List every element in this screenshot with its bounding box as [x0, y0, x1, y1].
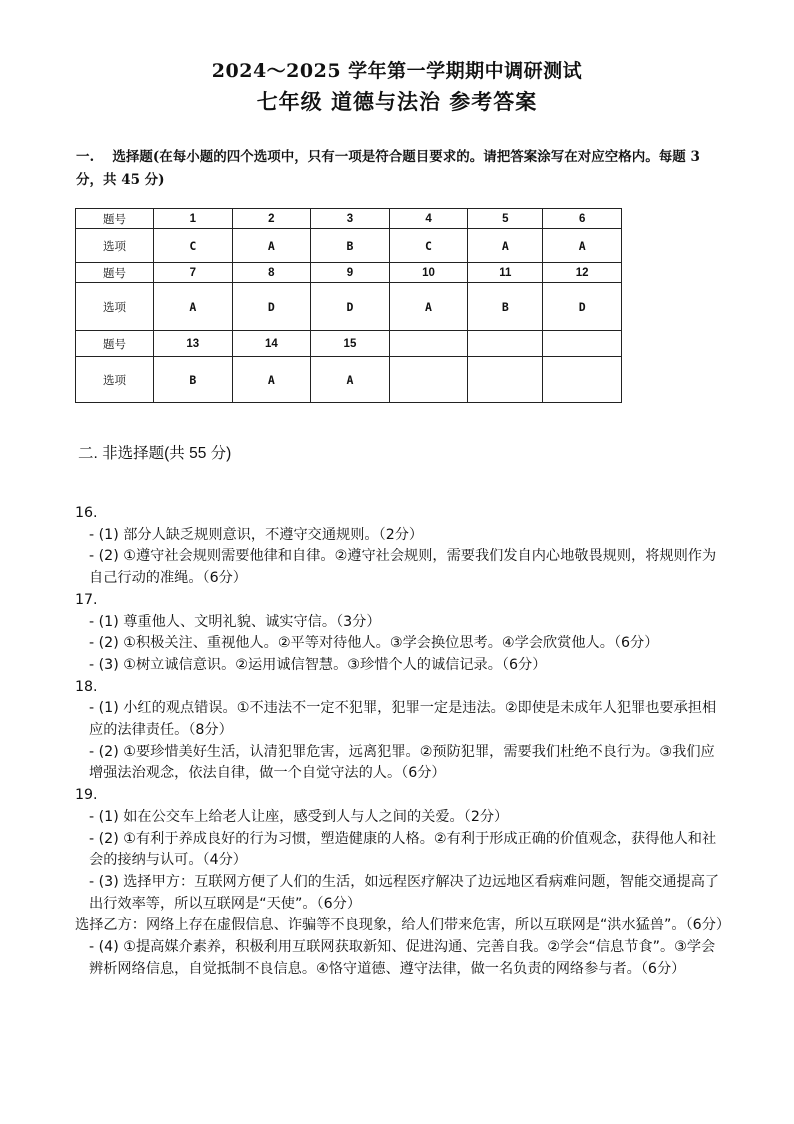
answer-table: [75, 208, 622, 403]
question-number-cell: 1: [154, 209, 233, 229]
answer-item: - (1) 部分人缺乏规则意识，不遵守交通规则。（2分）: [89, 526, 424, 543]
question-number-cell: 8: [232, 263, 311, 283]
answer-cell: [468, 357, 543, 403]
option-label: 选项: [76, 357, 154, 403]
question-number-cell: 15: [311, 331, 390, 357]
answer-item: - (2) ①遵守社会规则需要他律和自律。②遵守社会规则，需要我们发自内心地敬畏规则，将规则作为自己行动的准绳。（6分）: [89, 548, 717, 587]
question-number-cell: 11: [468, 263, 543, 283]
question-number-label: 题号: [76, 209, 154, 229]
answer-item: - (2) ①积极关注、重视他人。②平等对待他人。③学会换位思考。④学会欣赏他人。（6分）: [89, 635, 659, 652]
answer-cell: B: [311, 229, 390, 263]
answer-cell: A: [232, 357, 311, 403]
answer-cell: D: [543, 283, 622, 331]
table-row: [76, 263, 622, 283]
answer-cell: A: [232, 229, 311, 263]
answer-cell: D: [311, 283, 390, 331]
question-number: 16.: [75, 505, 98, 521]
table-row: [76, 331, 622, 357]
answer-item: - (1) 如在公交车上给老人让座，感受到人与人之间的关爱。（2分）: [89, 808, 509, 825]
section-2-heading: 二. 非选择题(共 55 分): [78, 445, 232, 462]
answer-cell: A: [311, 357, 390, 403]
question-number-label: 题号: [76, 263, 154, 283]
question-number-cell: 9: [311, 263, 390, 283]
answer-cell: [543, 357, 622, 403]
answer-item: - (3) 选择甲方：互联网方便了人们的生活，如远程医疗解决了边远地区看病难问题，智能交通提高了出行效率等，所以互联网是“天使”。（6分）: [89, 873, 720, 912]
answer-cell: C: [154, 229, 233, 263]
question-number-cell: 12: [543, 263, 622, 283]
answer-item: - (2) ①要珍惜美好生活，认清犯罪危害，远离犯罪。②预防犯罪，需要我们杜绝不良行为。③我们应增强法治观念，依法自律，做一个自觉守法的人。（6分）: [89, 743, 715, 782]
question-number-cell: 6: [543, 209, 622, 229]
question-number-cell: [468, 331, 543, 357]
question-number-cell: [543, 331, 622, 357]
table-row: [76, 229, 622, 263]
table-row: [76, 283, 622, 331]
answer-item: - (1) 小红的观点错误。①不违法不一定不犯罪，犯罪一定是违法。②即使是未成年人犯罪也要承担相应的法律责任。（8分）: [89, 700, 717, 739]
answer-cell: B: [468, 283, 543, 331]
exam-title: 2024～2025 学年第一学期期中调研测试: [211, 60, 583, 82]
question-number-cell: 14: [232, 331, 311, 357]
question-number-cell: 13: [154, 331, 233, 357]
question-number-cell: 3: [311, 209, 390, 229]
answer-item: 选择乙方：网络上存在虚假信息、诈骗等不良现象，给人们带来危害，所以互联网是“洪水猛兽”。（6分）: [75, 917, 731, 934]
answer-cell: D: [232, 283, 311, 331]
answer-cell: [389, 357, 468, 403]
question-number-cell: 4: [389, 209, 468, 229]
section-1-heading: 一. 选择题(在每小题的四个选项中，只有一项是符合题目要求的。请把答案涂写在对应空格内。每题 3 分，共 45 分): [76, 149, 700, 188]
question-number-label: 题号: [76, 331, 154, 357]
question-number-cell: [389, 331, 468, 357]
answer-cell: A: [389, 283, 468, 331]
answer-cell: B: [154, 357, 233, 403]
question-number: 18.: [75, 678, 98, 695]
question-number-cell: 7: [154, 263, 233, 283]
answer-cell: A: [543, 229, 622, 263]
question-number: 17.: [75, 591, 98, 608]
table-row: [76, 357, 622, 403]
option-label: 选项: [76, 229, 154, 263]
answer-item: - (2) ①有利于养成良好的行为习惯，塑造健康的人格。②有利于形成正确的价值观念，获得他人和社会的接纳与认可。（4分）: [89, 830, 717, 869]
answer-item: - (4) ①提高媒介素养，积极利用互联网获取新知、促进沟通、完善自我。②学会“信息节食”。③学会辨析网络信息，自觉抵制不良信息。④恪守道德、遵守法律，做一名负责的网络参与者。（6分）: [89, 939, 716, 977]
answer-cell: C: [389, 229, 468, 263]
option-label: 选项: [76, 283, 154, 331]
question-number-cell: 5: [468, 209, 543, 229]
answer-cell: A: [154, 283, 233, 331]
table-row: [76, 209, 622, 229]
question-number-cell: 10: [389, 263, 468, 283]
answer-item: - (1) 尊重他人、文明礼貌、诚实守信。（3分）: [89, 613, 381, 630]
answer-body: [75, 503, 731, 980]
question-number-cell: 2: [232, 209, 311, 229]
question-number: 19.: [75, 787, 98, 804]
document-subtitle: 七年级 道德与法治 参考答案: [256, 89, 538, 114]
answer-item: - (3) ①树立诚信意识。②运用诚信智慧。③珍惜个人的诚信记录。（6分）: [89, 656, 547, 673]
answer-cell: A: [468, 229, 543, 263]
